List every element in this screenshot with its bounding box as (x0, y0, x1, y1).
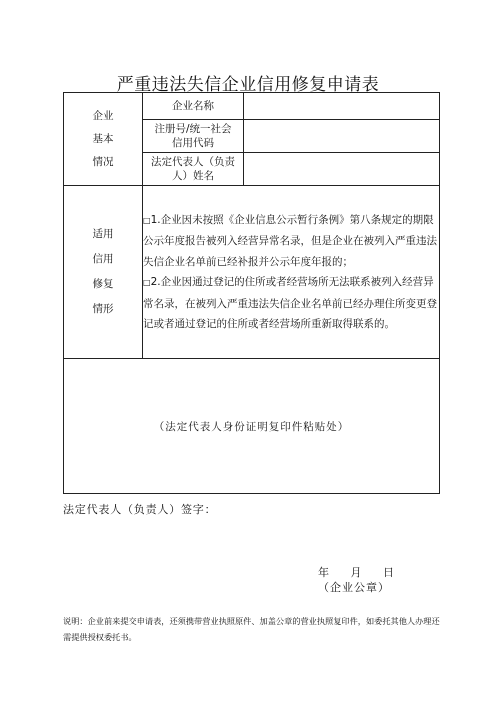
applicable-category-line: 修复 (92, 278, 114, 290)
applicable-options (143, 186, 440, 359)
basic-info-category (64, 93, 143, 186)
applicable-category-line: 适用 (92, 228, 114, 240)
legal-rep-label-line: 人）姓名 (172, 170, 214, 182)
applicable-category-line: 信用 (92, 253, 114, 265)
reg-no-label (143, 120, 244, 153)
applicable-category (64, 186, 143, 359)
applicable-situation-row (64, 186, 440, 359)
applicable-category-line: 情形 (92, 303, 114, 315)
company-name-label: 企业名称 (143, 93, 244, 120)
option-item (143, 272, 439, 335)
checkbox-icon[interactable]: □ (143, 215, 151, 225)
id-copy-paste-area: （法定代表人身份证明复印件粘贴处） (64, 359, 440, 494)
option-text: 1.企业因未按照《企业信息公示暂行条例》第八条规定的期限公示年度报告被列入经营异常名录，但是企业在被列入严重违法失信企业名单前已经补报并公示年度年报的； (143, 213, 437, 268)
date-month: 月 (350, 566, 362, 579)
application-form-table (63, 92, 440, 494)
reg-no-label-line: 信用代码 (172, 137, 214, 149)
legal-rep-label-line: 法定代表人（负责 (151, 156, 235, 168)
company-name-field[interactable] (244, 93, 440, 120)
date-line (318, 564, 412, 580)
basic-info-category-line: 企业 (92, 109, 114, 122)
form-title: 严重违法失信企业信用修复申请表 (116, 75, 380, 95)
checkbox-icon[interactable]: □ (143, 278, 151, 287)
id-paste-row (64, 359, 440, 494)
reg-no-label-line: 注册号/统一社会 (154, 123, 232, 135)
legal-rep-label (143, 153, 244, 186)
company-seal-label: （企业公章） (318, 581, 390, 594)
basic-info-category-line: 情况 (92, 155, 114, 168)
instructions-note: 说明：企业前来提交申请表，还须携带营业执照原件、加盖公章的营业执照复印件，如委托其他人办理还需提供授权委托书。 (63, 616, 440, 642)
basic-info-category-line: 基本 (92, 132, 114, 145)
legal-rep-field[interactable] (244, 153, 440, 186)
date-year: 年 (318, 566, 329, 579)
signature-label: 法定代表人（负责人）签字： (63, 503, 217, 516)
date-day: 日 (383, 566, 394, 579)
reg-no-field[interactable] (244, 120, 440, 153)
company-name-row (64, 93, 440, 120)
option-text: 2.企业因通过登记的住所或者经营场所无法联系被列入经营异常名录，在被列入严重违法失信企业名单前已经办理住所变更登记或者通过登记的住所或者经营场所重新取得联系的。 (143, 276, 437, 330)
option-item (143, 210, 439, 273)
